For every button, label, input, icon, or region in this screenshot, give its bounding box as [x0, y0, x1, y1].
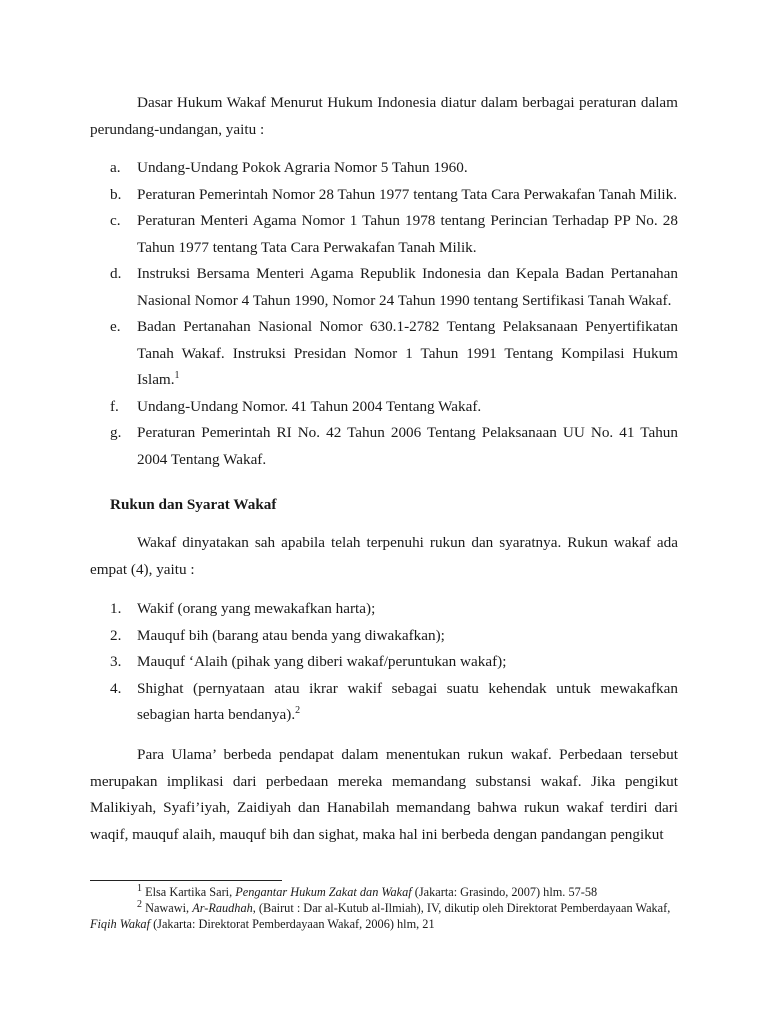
- list-marker: g.: [110, 424, 122, 441]
- heading-rukun-syarat: Rukun dan Syarat Wakaf: [110, 496, 277, 513]
- list-item: [90, 623, 678, 650]
- list-item-text: Instruksi Bersama Menteri Agama Republik Indonesia dan Kepala Badan Pertanahan Nasional Nomor 4 Tahun 1990, Nomor 24 Tahun 1990 tentang Sertifikasi Tanah Wakaf.: [137, 265, 678, 309]
- list-item-text: Mauquf bih (barang atau benda yang diwakafkan);: [137, 626, 445, 644]
- list-item: [90, 420, 678, 473]
- list-marker: 2.: [110, 626, 122, 644]
- list-marker: 3.: [110, 653, 122, 670]
- footnote-ref: 1: [174, 369, 180, 381]
- legal-basis-list: [90, 155, 678, 473]
- footnote-text: , (Bairut : Dar al-Kutub al-Ilmiah), IV, dikutip oleh Direktorat Pemberdayaan Wakaf,: [252, 901, 671, 915]
- list-item-text: Badan Pertanahan Nasional Nomor 630.1-2782 Tentang Pelaksanaan Penyertifikatan Tanah Wakaf. Instruksi Presidan Nomor 1 Tahun 1991 Tentang Kompilasi Hukum Islam.: [137, 318, 678, 388]
- list-item-text: Shighat (pernyataan atau ikrar wakif sebagai suatu kehendak untuk mewakafkan sebagian harta bendanya).: [137, 679, 678, 723]
- list-item-text: Undang-Undang Nomor. 41 Tahun 2004 Tentang Wakaf.: [137, 397, 482, 415]
- list-item: [90, 676, 678, 729]
- list-marker: 1.: [110, 600, 122, 617]
- intro-text: Dasar Hukum Wakaf Menurut Hukum Indonesia diatur dalam berbagai peraturan dalam perundang-undangan, yaitu :: [90, 94, 678, 138]
- list-marker: c.: [110, 212, 121, 229]
- footnote-text: (Jakarta: Direktorat Pemberdayaan Wakaf, 2006) hlm, 21: [150, 917, 435, 931]
- footnote-1: [90, 884, 690, 900]
- list-item: [90, 649, 678, 676]
- list-item: [90, 208, 678, 261]
- paragraph-2: [90, 530, 678, 583]
- section-heading: [90, 492, 678, 518]
- list-item-text: Peraturan Pemerintah RI No. 42 Tahun 2006 Tentang Pelaksanaan UU No. 41 Tahun 2004 Tentang Wakaf.: [137, 424, 678, 468]
- footnote-text: Nawawi,: [145, 901, 193, 915]
- list-item-text: Mauquf ‘Alaih (pihak yang diberi wakaf/peruntukan wakaf);: [137, 653, 507, 670]
- footnote-text: Elsa Kartika Sari,: [145, 885, 236, 899]
- list-marker: f.: [110, 397, 119, 415]
- footnote-number: 1: [137, 882, 142, 894]
- list-item-text: Wakif (orang yang mewakafkan harta);: [137, 600, 376, 617]
- intro-paragraph: [90, 90, 678, 143]
- footnote-number: 2: [137, 898, 142, 910]
- list-item-text: Peraturan Menteri Agama Nomor 1 Tahun 1978 tentang Perincian Terhadap PP No. 28 Tahun 1977 tentang Tata Cara Perwakafan Tanah Milik.: [137, 212, 678, 256]
- list-marker: a.: [110, 159, 121, 176]
- list-item-text: Undang-Undang Pokok Agraria Nomor 5 Tahun 1960.: [137, 159, 468, 176]
- list-marker: d.: [110, 265, 122, 282]
- footnote-ref: 2: [295, 704, 301, 716]
- list-marker: e.: [110, 318, 121, 335]
- list-item: [90, 596, 678, 623]
- list-item: [90, 182, 678, 209]
- list-item: [90, 261, 678, 314]
- footnote-separator: [90, 880, 282, 881]
- rukun-list: [90, 596, 678, 729]
- paragraph-3: [90, 742, 678, 848]
- list-marker: b.: [110, 185, 122, 203]
- para3-text: Para Ulama’ berbeda pendapat dalam menentukan rukun wakaf. Perbedaan tersebut merupakan implikasi dari perbedaan mereka memandang substansi wakaf. Jika pengikut Malikiyah, Syafi’iyah, Zaidiyah dan Hanabilah memandang bahwa rukun wakaf terdiri dari waqif, mauquf alaih, mauquf bih dan sighat, maka hal ini berbeda dengan pandangan pengikut: [90, 746, 678, 843]
- list-marker: 4.: [110, 679, 122, 697]
- footnote-title: Fiqih Wakaf: [90, 917, 151, 931]
- list-item-text: Peraturan Pemerintah Nomor 28 Tahun 1977 tentang Tata Cara Perwakafan Tanah Milik.: [137, 185, 678, 203]
- footnote-title: Ar-Raudhah: [192, 901, 253, 915]
- footnote-text: (Jakarta: Grasindo, 2007) hlm. 57-58: [411, 885, 598, 899]
- footnotes: [90, 884, 690, 932]
- footnote-title: Pengantar Hukum Zakat dan Wakaf: [235, 885, 412, 899]
- para2-text: Wakaf dinyatakan sah apabila telah terpenuhi rukun dan syaratnya. Rukun wakaf ada empat (4), yaitu :: [90, 534, 678, 578]
- footnote-2: [90, 900, 690, 932]
- list-item: [90, 314, 678, 394]
- list-item: [90, 394, 678, 421]
- list-item: [90, 155, 678, 182]
